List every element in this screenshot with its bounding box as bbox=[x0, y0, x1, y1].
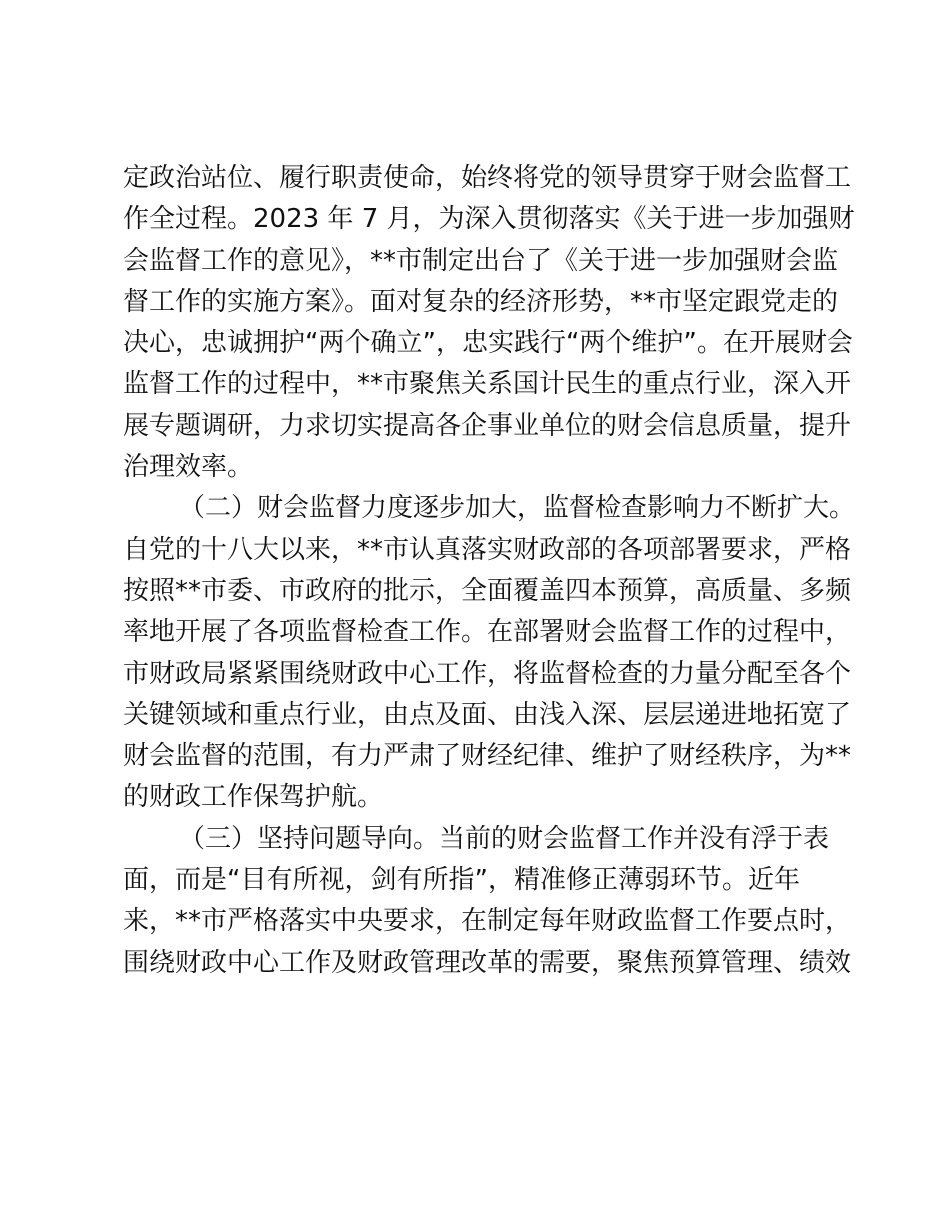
text-line: 自党的十八大以来，**市认真落实财政部的各项部署要求，严格 bbox=[123, 534, 852, 565]
text-line: 的财政工作保驾护航。 bbox=[123, 782, 384, 813]
text-line: 率地开展了各项监督检查工作。在部署财会监督工作的过程中， bbox=[123, 617, 852, 648]
text-line: 展专题调研，力求切实提高各企事业单位的财会信息质量，提升 bbox=[123, 410, 852, 441]
text-line: 按照**市委、市政府的批示，全面覆盖四本预算，高质量、多频 bbox=[123, 575, 852, 606]
text-line: 面，而是“目有所视，剑有所指”，精准修正薄弱环节。近年 bbox=[123, 865, 800, 896]
text-line: 监督工作的过程中，**市聚焦关系国计民生的重点行业，深入开 bbox=[123, 369, 852, 400]
text-line: 决心，忠诚拥护“两个确立”，忠实践行“两个维护”。在开展财会 bbox=[123, 328, 853, 359]
text-line: 会监督工作的意见》，**市制定出台了《关于进一步加强财会监 bbox=[123, 245, 839, 276]
text-line: 作全过程。2023 年 7 月，为深入贯彻落实《关于进一步加强财 bbox=[123, 204, 855, 235]
text-line: 围绕财政中心工作及财政管理改革的需要，聚焦预算管理、绩效 bbox=[123, 947, 852, 978]
section-heading-2: （二）财会监督力度逐步加大，监督检查影响力不断扩大。 bbox=[179, 493, 856, 524]
text-line: 定政治站位、履行职责使命，始终将党的领导贯穿于财会监督工 bbox=[123, 163, 852, 193]
section-heading-3: （三）坚持问题导向。当前的财会监督工作并没有浮于表 bbox=[179, 823, 830, 854]
document-body bbox=[123, 158, 856, 984]
text-line: 治理效率。 bbox=[123, 452, 254, 483]
text-line: 市财政局紧紧围绕财政中心工作，将监督检查的力量分配至各个 bbox=[123, 658, 852, 689]
text-line: 关键领域和重点行业，由点及面、由浅入深、层层递进地拓宽了 bbox=[123, 699, 852, 730]
text-line: 来，**市严格落实中央要求，在制定每年财政监督工作要点时， bbox=[123, 906, 852, 937]
text-line: 督工作的实施方案》。面对复杂的经济形势，**市坚定跟党走的 bbox=[123, 286, 839, 317]
text-line: 财会监督的范围，有力严肃了财经纪律、维护了财经秩序，为** bbox=[123, 741, 852, 772]
